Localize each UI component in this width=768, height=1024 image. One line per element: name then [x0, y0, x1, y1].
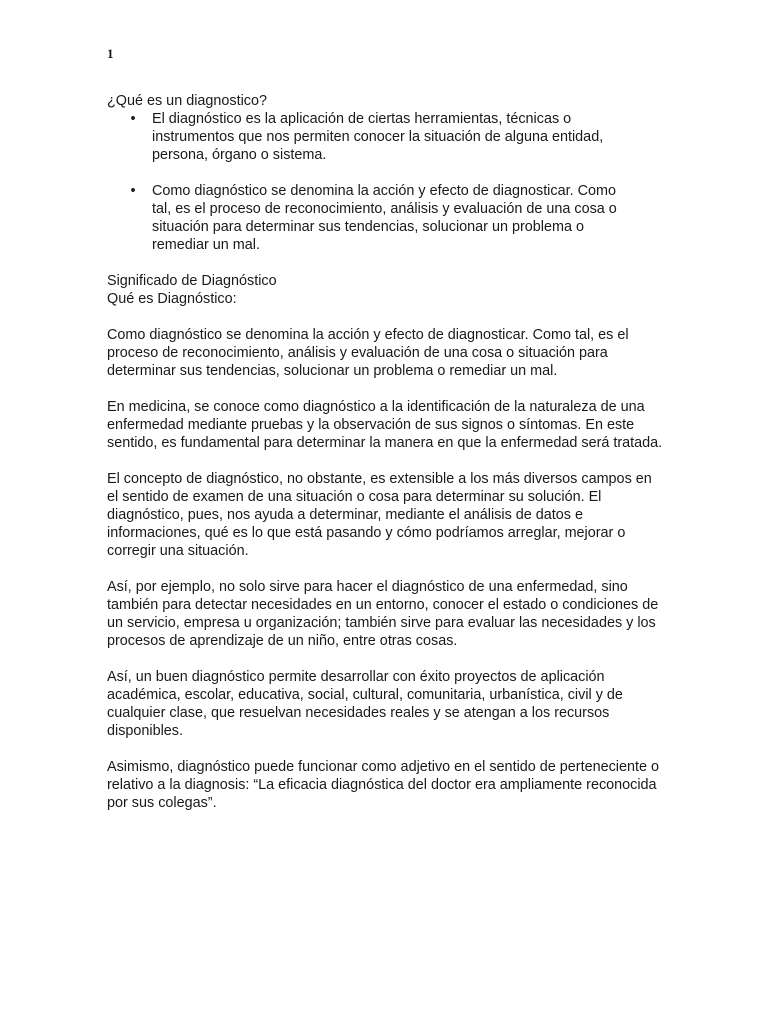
paragraph: Así, por ejemplo, no solo sirve para hacer el diagnóstico de una enfermedad, sino también para detectar necesidades en un entorno, conocer el estado o condiciones de un servicio, empresa u organización; también sirve para evaluar las necesidades y los procesos de aprendizaje de un niño, entre otras cosas. — [107, 579, 659, 649]
section-subtitle: Qué es Diagnóstico: — [107, 291, 237, 307]
page-number: 1 — [107, 46, 114, 61]
bullet-item — [107, 110, 632, 164]
section-title-block — [107, 272, 663, 308]
question-heading: ¿Qué es un diagnostico? — [107, 93, 267, 109]
bullet-dot-icon: • — [130, 111, 136, 127]
section-title: Significado de Diagnóstico — [107, 273, 277, 289]
bullet-dot-icon: • — [130, 183, 136, 199]
bullet-text: El diagnóstico es la aplicación de ciertas herramientas, técnicas o instrumentos que nos permiten conocer la situación de alguna entidad, persona, órgano o sistema. — [152, 111, 604, 163]
bullet-item — [107, 182, 632, 254]
bullet-list — [107, 110, 663, 254]
paragraph: Como diagnóstico se denomina la acción y efecto de diagnosticar. Como tal, es el proceso de reconocimiento, análisis y evaluación de una cosa o situación para determinar sus tendencias, solucionar un problema o remediar un mal. — [107, 327, 629, 379]
bullet-text: Como diagnóstico se denomina la acción y efecto de diagnosticar. Como tal, es el proceso de reconocimiento, análisis y evaluación de una cosa o situación para determinar sus tendencias, solucionar un problema o remediar un mal. — [152, 183, 617, 253]
paragraph: En medicina, se conoce como diagnóstico a la identificación de la naturaleza de una enfermedad mediante pruebas y la observación de sus signos o síntomas. En este sentido, es fundamental para determinar la manera en que la enfermedad será tratada. — [107, 399, 663, 451]
paragraph: Asimismo, diagnóstico puede funcionar como adjetivo en el sentido de perteneciente o relativo a la diagnosis: “La eficacia diagnóstica del doctor era ampliamente reconocida por sus colegas”. — [107, 759, 659, 811]
document-body — [107, 92, 663, 812]
paragraph: El concepto de diagnóstico, no obstante, es extensible a los más diversos campos en el sentido de examen de una situación o cosa para determinar su solución. El diagnóstico, pues, nos ayuda a determinar, mediante el análisis de datos e informaciones, qué es lo que está pasando y cómo podríamos arreglar, mejorar o corregir una situación. — [107, 471, 652, 559]
paragraph: Así, un buen diagnóstico permite desarrollar con éxito proyectos de aplicación académica, escolar, educativa, social, cultural, comunitaria, urbanística, civil y de cualquier clase, que resuelvan necesidades reales y se atengan a los recursos disponibles. — [107, 669, 623, 739]
